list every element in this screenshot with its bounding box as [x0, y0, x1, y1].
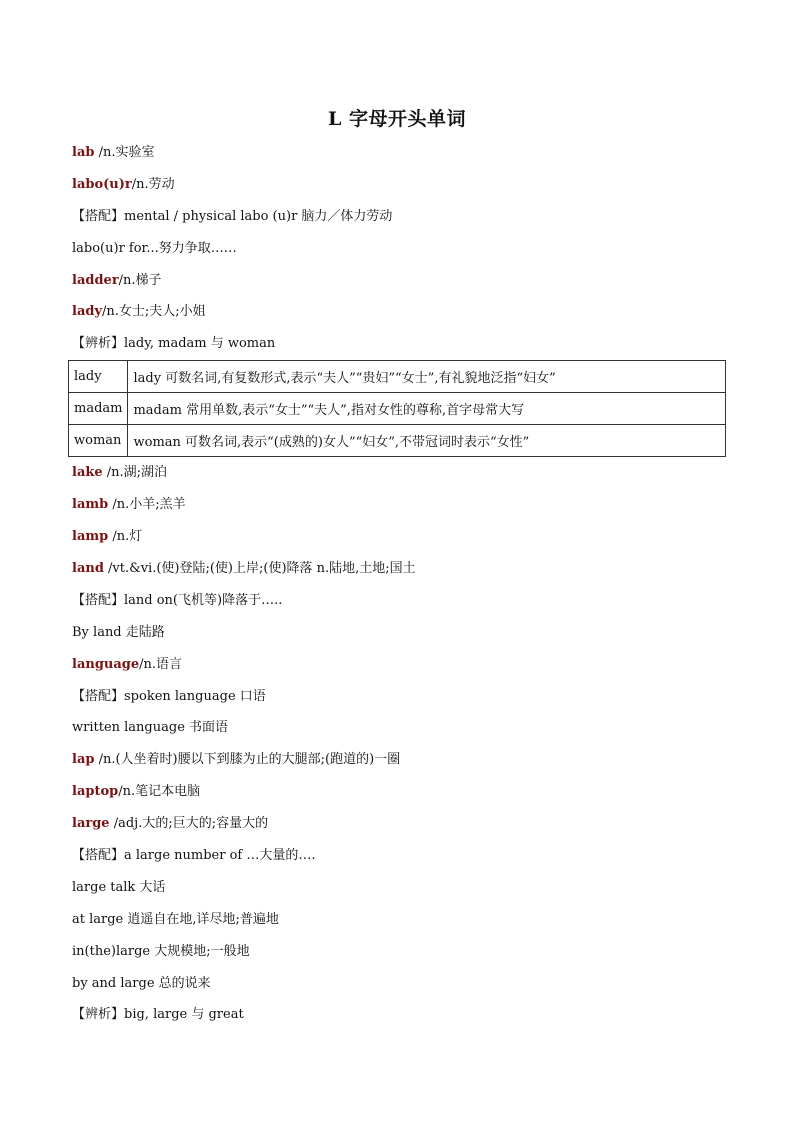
table-row [69, 425, 726, 457]
entry-lady [72, 302, 732, 334]
collocation-line: 【搭配】spoken language 口语 [72, 688, 266, 704]
definition: /vt.&vi.(使)登陆;(使)上岸;(使)降落 n.陆地,土地;国土 [103, 561, 416, 577]
headword: large [72, 816, 110, 832]
table-text: madam 常用单数,表示“女士”“夫人”,指对女性的尊称,首字母常大写 [128, 393, 726, 425]
collocation-line: in(the)large 大规模地;一般地 [72, 943, 250, 959]
definition: /n.灯 [108, 529, 143, 545]
collocation-line: 【搭配】a large number of …大量的…. [72, 848, 316, 864]
headword: lake [72, 465, 103, 481]
collocation-line: at large 逍遥自在地,详尽地;普遍地 [72, 911, 279, 927]
collocation-line: by and large 总的说来 [72, 975, 211, 991]
entry-lamp [72, 527, 732, 559]
table-key: madam [69, 393, 128, 425]
headword: lamb [72, 497, 109, 513]
definition: /n.劳动 [131, 176, 175, 192]
comparison-table [68, 360, 726, 457]
definition: /n.小羊;羔羊 [108, 497, 186, 513]
definition: /n.梯子 [118, 272, 162, 288]
collocation-line: labo(u)r for...努力争取…… [72, 240, 237, 256]
entry-land [72, 559, 732, 591]
collocation-line: written language 书面语 [72, 720, 229, 736]
entry-lamb [72, 495, 732, 527]
table-text: woman 可数名词,表示“(成熟的)女人”“妇女”,不带冠词时表示“女性” [128, 425, 726, 457]
discrimination-line: 【辨析】big, large 与 great [72, 1007, 244, 1023]
entry-labour [72, 175, 732, 207]
definition: /n.湖;湖泊 [102, 465, 168, 481]
entry-large [72, 814, 732, 846]
headword: land [72, 561, 104, 577]
word-list [72, 143, 732, 1037]
entry-lake [72, 463, 732, 495]
entry-ladder [72, 271, 732, 303]
definition: /adj.大的;巨大的;容量大的 [109, 816, 269, 832]
discrimination-line: 【辨析】lady, madam 与 woman [72, 336, 276, 352]
definition: /n.女士;夫人;小姐 [102, 304, 206, 320]
headword: lab [72, 145, 95, 160]
collocation-line: large talk 大话 [72, 879, 166, 895]
definition: /n.笔记本电脑 [118, 784, 201, 800]
collocation-line: 【搭配】mental / physical labo (u)r 脑力／体力劳动 [72, 208, 393, 224]
table-text: lady 可数名词,有复数形式,表示“夫人”“贵妇”“女士”,有礼貌地泛指“妇女” [128, 361, 726, 393]
headword: ladder [72, 272, 119, 288]
table-key: lady [69, 361, 128, 393]
entry-lab [72, 143, 732, 175]
collocation-line: By land 走陆路 [72, 624, 165, 640]
collocation-line: 【搭配】land on(飞机等)降落于….. [72, 592, 283, 608]
headword: language [72, 656, 140, 672]
definition: /n.语言 [139, 656, 183, 672]
headword: labo(u)r [72, 176, 132, 192]
entry-laptop [72, 782, 732, 814]
table-row [69, 361, 726, 393]
entry-language [72, 655, 732, 687]
table-row [69, 393, 726, 425]
headword: lap [72, 752, 95, 768]
table-key: woman [69, 425, 128, 457]
page-title: L 字母开头单词 [328, 108, 466, 130]
headword: laptop [72, 784, 119, 800]
definition: /n.(人坐着时)腰以下到膝为止的大腿部;(跑道的)一圈 [94, 752, 401, 768]
entry-lap [72, 750, 732, 782]
headword: lamp [72, 529, 109, 545]
definition: /n.实验室 [94, 145, 155, 160]
headword: lady [72, 304, 103, 320]
